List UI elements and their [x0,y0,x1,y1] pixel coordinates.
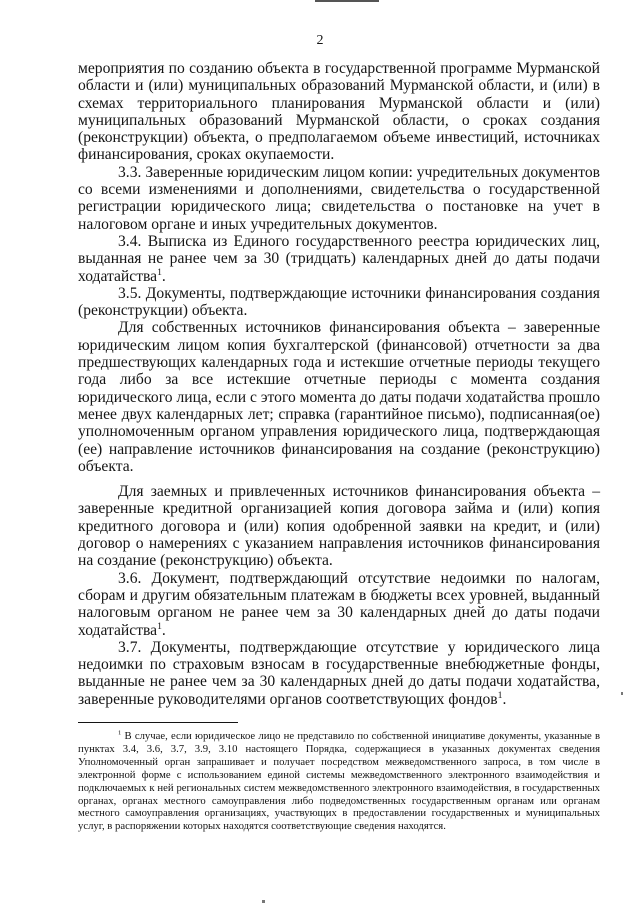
footnote-ref: 1 [157,266,162,278]
scan-speck [621,692,623,695]
footnote-ref: 1 [157,620,162,632]
document-body [78,60,600,708]
footnote-ref: 1 [497,689,503,701]
paragraph-3-6: 3.6. Документ, подтверждающий отсутствие недоимки по налогам, сборам и другим обязательным платежам в бюджеты всех уровней, выданный налоговым органом не ранее чем за 30 календарных дней до даты подачи ходатайства$^1$. [78,569,600,639]
paragraph-3-7: 3.7. Документы, подтверждающие отсутствие у юридического лица недоимки по страховым взносам в государственные внебюджетные фонды, выданные не ранее чем за 30 календарных дней до даты подачи ходатайства, заверенные руководителями органов соответствующих фондов$^1$. [78,638,600,708]
footnote-marker: 1 [118,729,122,737]
footnote-separator [78,722,238,723]
footnote [78,730,600,833]
page-number: 2 [316,33,324,48]
paragraph-borrowed-sources: Для заемных и привлеченных источников финансирования объекта – заверенные кредитной организацией копия договора займа и (или) копия кредитного договора и (или) копия одобренной заявки на кредит, и (или) договор о намерениях с указанием направления источников финансирования на создание (реконструкцию) объекта. [78,483,600,570]
paragraph-3-3: 3.3. Заверенные юридическим лицом копии: учредительных документов со всеми изменениями и дополнениями, свидетельства о государственной регистрации юридического лица; свидетельства о постановке на учет в налоговом органе и иных учредительных документов. [78,163,600,233]
paragraph-own-sources: Для собственных источников финансирования объекта – заверенные юридическим лицом копия бухгалтерской (финансовой) отчетности за два предшествующих календарных года и истекшие отчетные периоды текущего года либо за все истекшие отчетные периоды с момента создания юридического лица, если с этого момента до даты подачи ходатайства прошло менее двух календарных лет; справка (гарантийное письмо), подписанная(ое) уполномоченным органом управления юридического лица, подтверждающая (ее) направление источников финансирования на создание (реконструкцию) объекта. [78,319,600,475]
footnote-text: $^1$ В случае, если юридическое лицо не представило по собственной инициативе документы, указанные в пунктах 3.4, 3.6, 3.7, 3.9, 3.10 настоящего Порядка, содержащиеся в указанных документах сведения Уполномоченный орган запрашивает и получает посредством межведомственного запроса, в том числе в электронной форме с использованием единой системы межведомственного электронного взаимодействия и подключаемых к ней региональных систем межведомственного электронного взаимодействия, в государственных органах, органах местного самоуправления либо подведомственных государственным органам или органам местного самоуправления организациях, участвующих в предоставлении государственных и муниципальных услуг, в распоряжении которых находятся соответствующие сведения находятся. [78,729,600,833]
paragraph-3-5: 3.5. Документы, подтверждающие источники финансирования создания (реконструкции) объекта. [78,284,600,320]
paragraph-continuation: мероприятия по созданию объекта в государственной программе Мурманской области и (или) муниципальных образований Мурманской области, и (или) в схемах территориального планирования Мурманской области и (или) муниципальных образований Мурманской области, о сроках создания (реконструкции) объекта, о предполагаемом объеме инвестиций, источниках финансирования, сроках окупаемости. [78,60,600,164]
scan-edge-mark [315,0,379,2]
paragraph-3-4: 3.4. Выписка из Единого государственного реестра юридических лиц, выданная не ранее чем за 30 (тридцать) календарных дней до даты подачи ходатайства$^1$. [78,232,600,285]
scan-speck [262,900,265,903]
